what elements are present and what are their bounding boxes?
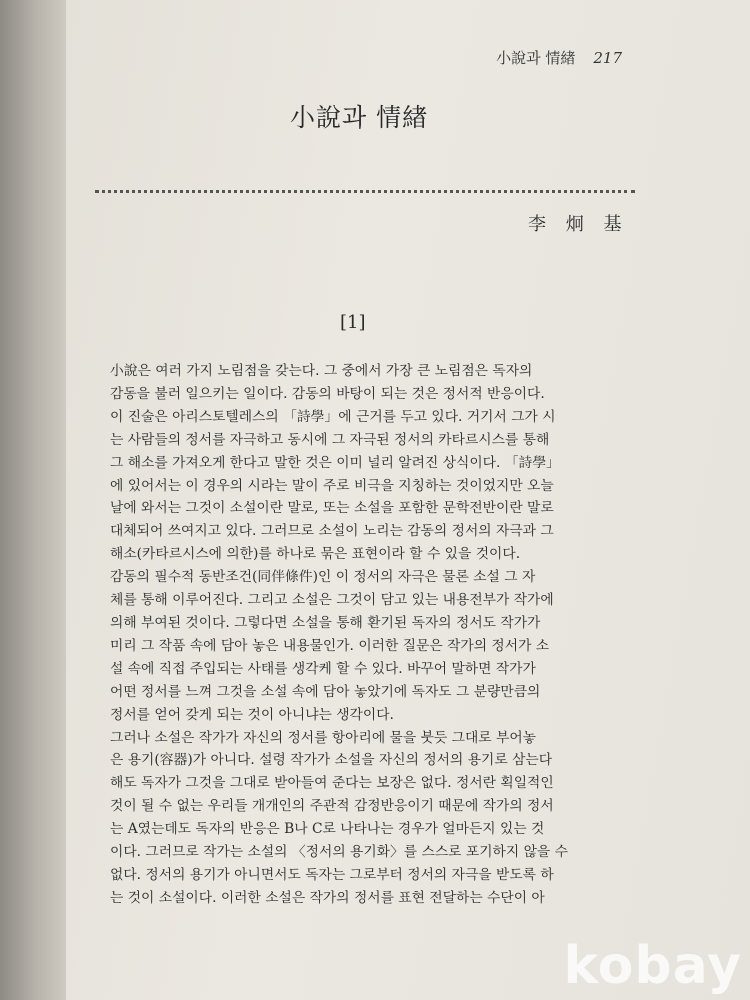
body-line: 대체되어 쓰여지고 있다. 그러므로 소설이 노리는 감동의 정서의 자극과 그 xyxy=(110,523,554,540)
body-line: 없다. 정서의 용기가 아니면서도 독자는 그로부터 정서의 자극을 받도록 하 xyxy=(110,866,554,883)
body-line: 감동의 필수적 동반조건(同伴條件)인 이 정서의 자극은 물론 소설 그 자 xyxy=(110,569,536,586)
body-line: 그 해소를 가져오게 한다고 말한 것은 이미 널리 알려진 상식이다. 「詩學」 xyxy=(110,454,560,471)
body-line: 해소(카타르시스에 의한)를 하나로 묶은 표현이라 할 수 있을 것이다. xyxy=(110,546,521,563)
body-line: 체를 통해 이루어진다. 그리고 소설은 그것이 담고 있는 내용전부가 작가에 xyxy=(110,592,554,609)
body-line: 미리 그 작품 속에 담아 놓은 내용물인가. 이러한 질문은 작가의 정서가 소 xyxy=(110,637,550,654)
body-line: 에 있어서는 이 경우의 시라는 말이 주로 비극을 지칭하는 것이었지만 오늘 xyxy=(110,477,554,494)
body-line: 감동을 불러 일으키는 일이다. 감동의 바탕이 되는 것은 정서적 반응이다. xyxy=(110,385,545,402)
body-line: 것이 될 수 없는 우리들 개개인의 주관적 감정반응이기 때문에 작가의 정서 xyxy=(110,798,554,815)
author-name: 李 炯 基 xyxy=(528,214,629,235)
body-line: 은 용기(容器)가 아니다. 설령 작가가 소설을 자신의 정서의 용기로 삼는다 xyxy=(110,752,553,769)
body-line: 는 사람들의 정서를 자극하고 동시에 그 자극된 정서의 카타르시스를 통해 xyxy=(110,431,550,448)
body-line: 정서를 얻어 갖게 되는 것이 아니냐는 생각이다. xyxy=(110,706,394,723)
article-title: 小說과 情緖 xyxy=(290,103,429,132)
body-line: 설 속에 직접 주입되는 사태를 생각케 할 수 있다. 바꾸어 말하면 작가가 xyxy=(110,660,536,677)
title-dotted-rule xyxy=(95,190,635,193)
body-line: 는 것이 소설이다. 이러한 소설은 작가의 정서를 표현 전달하는 수단이 아 xyxy=(110,889,545,906)
kobay-watermark: kobay xyxy=(563,936,742,996)
body-line: 의해 부여된 것이다. 그렇다면 소설을 통해 환기된 독자의 정서도 작가가 xyxy=(110,614,541,631)
running-head-title: 小說과 情緖 xyxy=(496,49,576,67)
body-line: 이 진술은 아리스토텔레스의 「詩學」에 근거를 두고 있다. 거기서 그가 시 xyxy=(110,408,556,425)
page-number: 217 xyxy=(593,49,622,67)
body-line: 는 A였는데도 독자의 반응은 B나 C로 나타나는 경우가 얼마든지 있는 것 xyxy=(110,821,545,838)
body-line: 그러나 소설은 작가가 자신의 정서를 항아리에 물을 붓듯 그대로 부어놓 xyxy=(110,729,536,746)
section-marker: [1] xyxy=(340,312,366,333)
body-line: 어떤 정서를 느껴 그것을 소설 속에 담아 놓았기에 독자도 그 분량만큼의 xyxy=(110,683,541,700)
body-line: 날에 와서는 그것이 소설이란 말로, 또는 소설을 포함한 문학전반이란 말로 xyxy=(110,500,554,517)
body-line: 小說은 여러 가지 노림점을 갖는다. 그 중에서 가장 큰 노림점은 독자의 xyxy=(110,363,533,379)
body-text xyxy=(110,360,638,910)
book-gutter-shadow xyxy=(0,0,66,1000)
body-line: 이다. 그러므로 작가는 소설의 〈정서의 용기화〉를 스스로 포기하지 않을 수 xyxy=(110,844,568,861)
body-line: 해도 독자가 그것을 그대로 받아들여 준다는 보장은 없다. 정서란 획일적인 xyxy=(110,775,554,792)
running-head xyxy=(496,47,622,68)
